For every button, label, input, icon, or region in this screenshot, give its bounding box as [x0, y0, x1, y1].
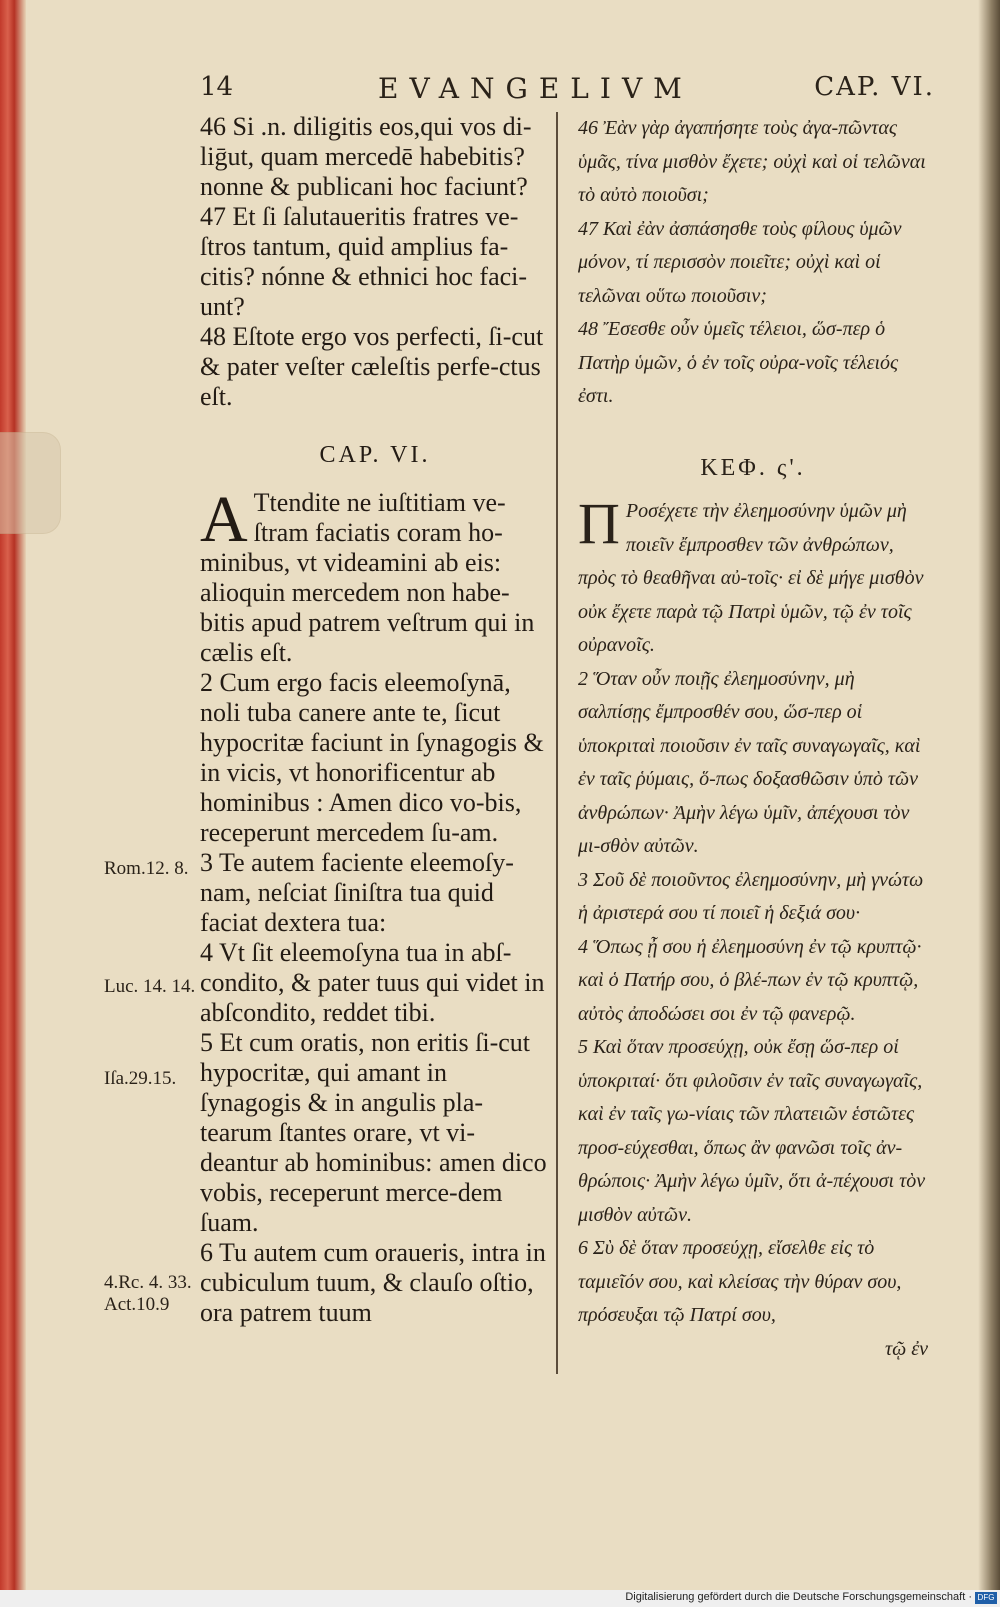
greek-verse-5: 5 Καὶ ὅταν προσεύχῃ, οὐκ ἔσῃ ὥσ-περ οἱ ὑποκριταί· ὅτι φιλοῦσιν ἐν ταῖς συναγωγαῖς, καὶ ἐν ταῖς γω-νίαις τῶν πλατειῶν ἑστῶτες προσ-εύχεσθαι, ὅπως ἂν φανῶσι τοῖς ἀν-θρώποις· Ἀμὴν λέγω ὑμῖν, ὅτι ἀ-πέχουσι τὸν μισθὸν αὐτῶν.: [578, 1036, 926, 1226]
margin-note: Iſa.29.15.: [104, 1068, 177, 1089]
greek-verse-1-text: Ροσέχετε τὴν ἐλεημοσύνην ὑμῶν μὴ ποιεῖν ἔμπροσθεν τῶν ἀνθρώπων, πρὸς τὸ θεαθῆναι αὐ-τοῖς· εἰ δὲ μήγε μισθὸν οὐκ ἔχετε παρὰ τῷ Πατρὶ ὑμῶν, τῷ ἐν τοῖς οὐρανοῖς.: [578, 500, 924, 656]
latin-verse-3: 3 Te autem faciente eleemoſy-nam, neſciat ſiniſtra tua quid faciat dextera tua:: [200, 848, 514, 937]
latin-drop-cap: A: [200, 483, 248, 556]
latin-verse-46: 46 Si .n. diligitis eos,qui vos di-liḡut, quam mercedē habebitis? nonne & publicani hoc faciunt?: [200, 112, 532, 201]
running-header: [200, 72, 935, 112]
margin-note: 4.Rc. 4. 33. Act.10.9: [104, 1272, 192, 1315]
latin-verse-5: 5 Et cum oratis, non eritis ſi-cut hypocritæ, qui amant in ſynagogis & in angulis pla-tearum ſtantes orare, vt vi-deantur ab hominibus: amen dico vobis, receperunt merce-dem ſuam.: [200, 1028, 547, 1237]
margin-note: Luc. 14. 14.: [104, 976, 196, 997]
greek-verse-2: 2 Ὅταν οὖν ποιῇς ἐλεημοσύνην, μὴ σαλπίσῃς ἔμπροσθέν σου, ὥσ-περ οἱ ὑποκριταὶ ποιοῦσιν ἐν ταῖς συναγωγαῖς, καὶ ἐν ταῖς ῥύμαις, ὅ-πως δοξασθῶσιν ὑπὸ τῶν ἀνθρώπων· Ἀμὴν λέγω ὑμῖν, ἀπέχουσι τὸν μι-σθὸν αὐτῶν.: [578, 667, 921, 857]
latin-verse-6: 6 Tu autem cum oraueris, intra in cubiculum tuum, & clauſo oſtio, ora patrem tuum: [200, 1238, 546, 1327]
greek-column: [578, 112, 928, 1366]
latin-verse-47: 47 Et ſi ſalutaueritis fratres ve-ſtros tantum, quid amplius fa-citis? nónne & ethnici hoc faci-unt?: [200, 202, 528, 321]
latin-column: [200, 112, 550, 1328]
latin-verse-1: [200, 483, 550, 668]
margin-note: Rom.12. 8.: [104, 858, 189, 879]
greek-verse-1: [578, 491, 928, 663]
page-right-edge: [978, 0, 1000, 1590]
greek-verse-47: 47 Καὶ ἐὰν ἀσπάσησθε τοὺς φίλους ὑμῶν μόνον, τί περισσὸν ποιεῖτε; οὐχὶ καὶ οἱ τελῶναι οὕτω ποιοῦσιν;: [578, 217, 902, 307]
catchword: τῷ ἐν: [884, 1337, 928, 1360]
digitization-footer: [0, 1590, 1000, 1607]
chapter-reference: CAP. VI.: [814, 72, 935, 102]
greek-verse-3: 3 Σοῦ δὲ ποιοῦντος ἐλεημοσύνην, μὴ γνώτω ἡ ἀριστερά σου τί ποιεῖ ἡ δεξιά σου·: [578, 868, 924, 924]
latin-verse-1-text: Ttendite ne iuſtitiam ve-ſtram faciatis coram ho-minibus, vt videamini ab eis: alioquin mercedem non habe-bitis apud patrem veſtrum qui in cælis eſt.: [200, 488, 535, 667]
greek-chapter-heading: ΚΕΦ. ς'.: [700, 454, 806, 481]
latin-verse-48: 48 Eſtote ergo vos perfecti, ſi-cut & pater veſter cæleſtis perfe-ctus eſt.: [200, 322, 544, 411]
greek-verse-4: 4 Ὅπως ᾖ σου ἡ ἐλεημοσύνη ἐν τῷ κρυπτῷ· καὶ ὁ Πατήρ σου, ὁ βλέ-πων ἐν τῷ κρυπτῷ, αὐτὸς ἀποδώσει σοι ἐν τῷ φανερῷ.: [578, 935, 922, 1025]
greek-verse-48: 48 Ἔσεσθε οὖν ὑμεῖς τέλειοι, ὥσ-περ ὁ Πατὴρ ὑμῶν, ὁ ἐν τοῖς οὐρα-νοῖς τέλειός ἐστι.: [578, 318, 899, 407]
column-divider: [556, 112, 558, 1374]
running-title: EVANGELIVM: [378, 72, 693, 105]
latin-chapter-heading: CAP. VI.: [319, 442, 431, 468]
greek-verse-46: 46 Ἐὰν γὰρ ἀγαπήσητε τοὺς ἀγα-πῶντας ὑμᾶς, τίνα μισθὸν ἔχετε; οὐχὶ καὶ οἱ τελῶναι τὸ αὐτὸ ποιοῦσι;: [578, 117, 926, 206]
greek-drop-cap: Π: [578, 491, 620, 556]
latin-verse-2: 2 Cum ergo facis eleemoſynā, noli tuba canere ante te, ſicut hypocritæ faciunt in ſynagogis & in vicis, vt honorificentur ab hominibus : Amen dico vo-bis, receperunt mercedem ſu-am.: [200, 668, 544, 847]
book-spine-edge: [0, 0, 26, 1590]
greek-verse-6: 6 Σὺ δὲ ὅταν προσεύχῃ, εἴσελθε εἰς τὸ ταμιεῖόν σου, καὶ κλείσας τὴν θύραν σου, πρόσευξαι τῷ Πατρί σου,: [578, 1237, 902, 1326]
page-tab-mark: [0, 432, 61, 534]
dfg-logo: DFG: [975, 1592, 997, 1604]
footer-credit: Digitalisierung gefördert durch die Deutsche Forschungsgemeinschaft ·: [625, 1591, 972, 1603]
latin-verse-4: 4 Vt ſit eleemoſyna tua in abſ-condito, & pater tuus qui videt in abſcondito, reddet tibi.: [200, 938, 545, 1027]
page-number: 14: [200, 72, 234, 102]
